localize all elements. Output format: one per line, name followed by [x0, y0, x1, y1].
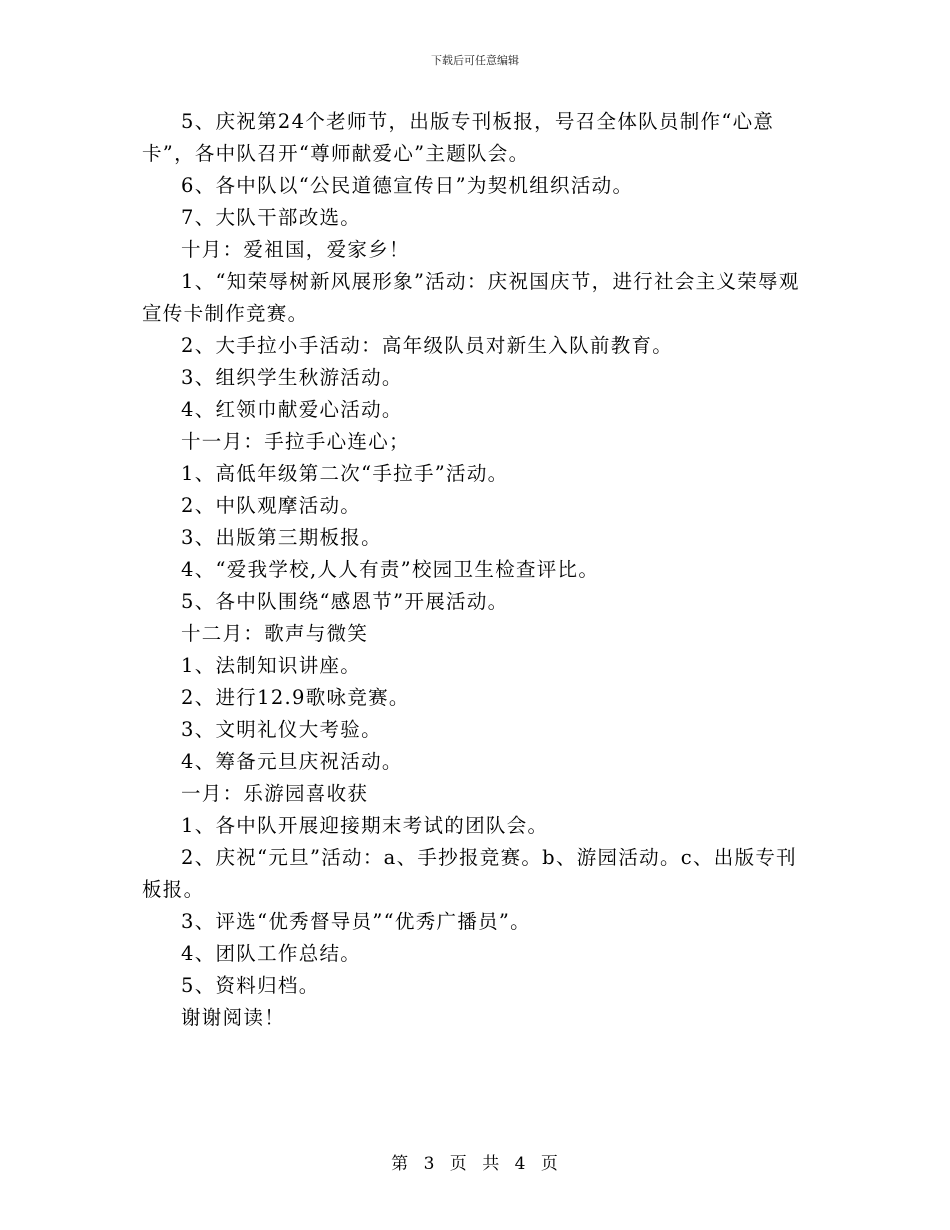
- paragraph: 5、庆祝第24个老师节，出版专刊板报，号召全体队员制作“心意卡”，各中队召开“尊师献爱心”主题队会。: [142, 110, 775, 165]
- footer-total-word: 共: [482, 1154, 501, 1174]
- paragraph: 4、“爱我学校,人人有责”校园卫生检查评比。: [181, 558, 600, 581]
- paragraph: 4、团队工作总结。: [181, 942, 362, 965]
- section-heading-december: 十二月：歌声与微笑: [181, 622, 369, 645]
- closing-line: 谢谢阅读！: [181, 1006, 286, 1029]
- paragraph: 1、各中队开展迎接期末考试的团队会。: [181, 814, 549, 837]
- paragraph: 1、高低年级第二次“手拉手”活动。: [181, 462, 509, 485]
- paragraph: 3、文明礼仪大考验。: [181, 718, 382, 741]
- paragraph: 7、大队干部改选。: [181, 206, 362, 229]
- paragraph: 2、大手拉小手活动：高年级队员对新生入队前教育。: [181, 334, 674, 357]
- current-page-number: 3: [423, 1154, 436, 1174]
- footer-page-word: 页: [449, 1154, 468, 1174]
- paragraph: 5、各中队围绕“感恩节”开展活动。: [181, 590, 509, 613]
- section-heading-november: 十一月：手拉手心连心；: [181, 430, 410, 453]
- paragraph: 4、筹备元旦庆祝活动。: [181, 750, 403, 773]
- paragraph: 1、“知荣辱树新风展形象”活动：庆祝国庆节，进行社会主义荣辱观宣传卡制作竞赛。: [142, 270, 800, 325]
- footer-prefix: 第: [391, 1154, 410, 1174]
- paragraph: 2、庆祝“元旦”活动：a、手抄报竞赛。b、游园活动。c、出版专刊板报。: [142, 846, 797, 901]
- paragraph: 2、进行12.9歌咏竞赛。: [181, 686, 410, 709]
- paragraph: 3、出版第三期板报。: [181, 526, 382, 549]
- section-heading-october: 十月：爱祖国，爱家乡！: [181, 238, 410, 261]
- header-note: 下载后可任意编辑: [431, 54, 519, 67]
- paragraph: 3、评选“优秀督导员”“优秀广播员”。: [181, 910, 531, 933]
- page-header: [0, 54, 950, 68]
- paragraph: 2、中队观摩活动。: [181, 494, 362, 517]
- paragraph: 5、资料归档。: [181, 974, 320, 997]
- paragraph: 1、法制知识讲座。: [181, 654, 362, 677]
- total-page-count: 4: [514, 1154, 527, 1174]
- paragraph: 3、组织学生秋游活动。: [181, 366, 403, 389]
- section-heading-january: 一月：乐游园喜收获: [181, 782, 369, 805]
- footer-suffix: 页: [540, 1154, 559, 1174]
- paragraph: 6、各中队以“公民道德宣传日”为契机组织活动。: [181, 174, 634, 197]
- paragraph: 4、红领巾献爱心活动。: [181, 398, 403, 421]
- document-body: [142, 106, 807, 1034]
- page-footer: [0, 1154, 950, 1174]
